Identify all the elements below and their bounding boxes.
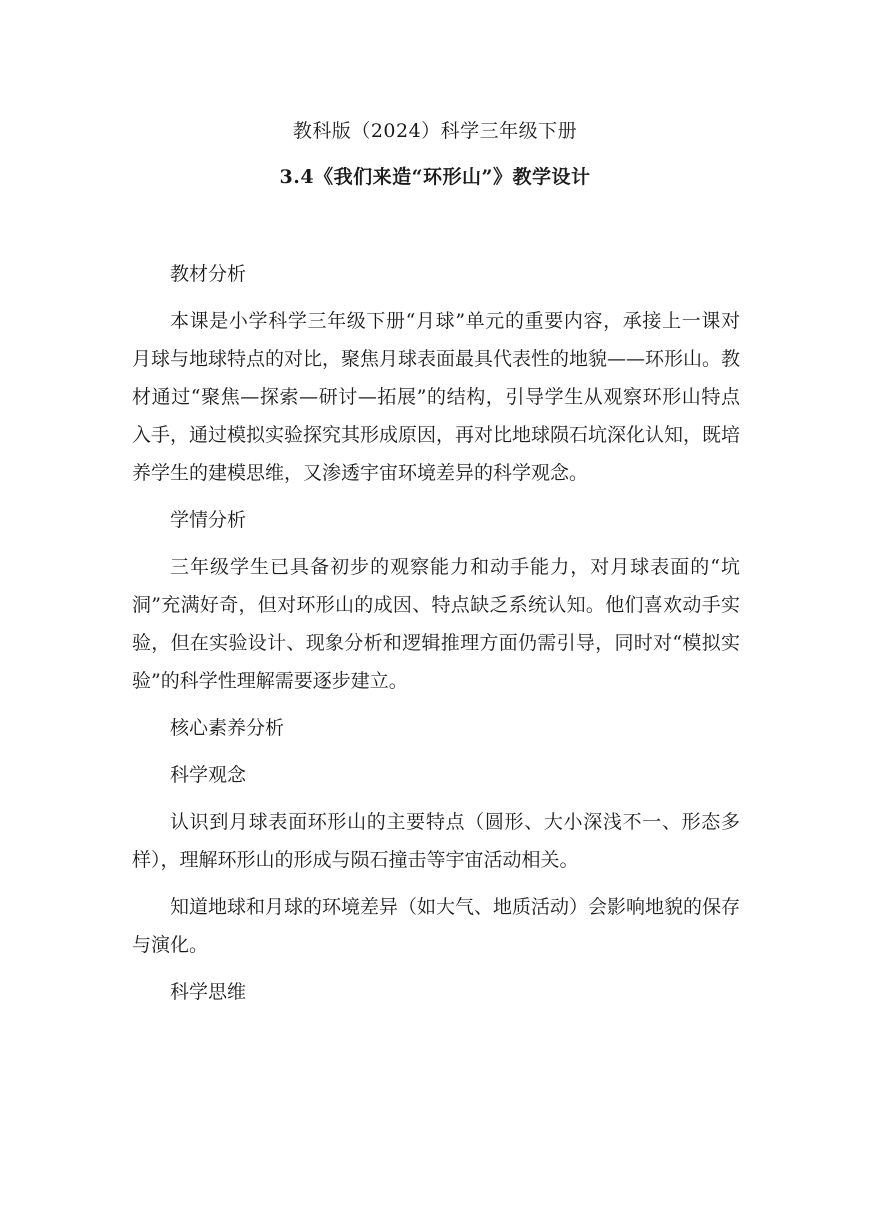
- document-subtitle: 教科版（2024）科学三年级下册: [292, 120, 578, 142]
- section-heading-science-concepts: 科学观念: [170, 764, 247, 786]
- paragraph-student-analysis: 三年级学生已具备初步的观察能力和动手能力，对月球表面的“坑洞”充满好奇，但对环形山的成因、特点缺乏系统认知。他们喜欢动手实验，但在实验设计、现象分析和逻辑推理方面仍需引导，同时对“模拟实验”的科学性理解需要逐步建立。: [132, 556, 740, 692]
- document-body: [132, 255, 740, 1020]
- section-heading-core-literacy: 核心素养分析: [170, 717, 285, 739]
- document-title: 3.4《我们来造“环形山”》教学设计: [279, 166, 591, 188]
- paragraph-science-concepts-1: 认识到月球表面环形山的主要特点（圆形、大小深浅不一、形态多样），理解环形山的形成与陨石撞击等宇宙活动相关。: [132, 811, 740, 871]
- section-heading-science-thinking: 科学思维: [170, 981, 247, 1003]
- section-heading-textbook-analysis: 教材分析: [170, 263, 247, 285]
- paragraph-science-concepts-2: 知道地球和月球的环境差异（如大气、地质活动）会影响地貌的保存与演化。: [132, 896, 741, 956]
- paragraph-textbook-analysis: 本课是小学科学三年级下册“月球”单元的重要内容，承接上一课对月球与地球特点的对比，聚焦月球表面最具代表性的地貌——环形山。教材通过“聚焦—探索—研讨—拓展”的结构，引导学生从观察环形山特点入手，通过模拟实验探究其形成原因，再对比地球陨石坑深化认知，既培养学生的建模思维，又渗透宇宙环境差异的科学观念。: [132, 310, 741, 484]
- section-heading-student-analysis: 学情分析: [170, 509, 247, 531]
